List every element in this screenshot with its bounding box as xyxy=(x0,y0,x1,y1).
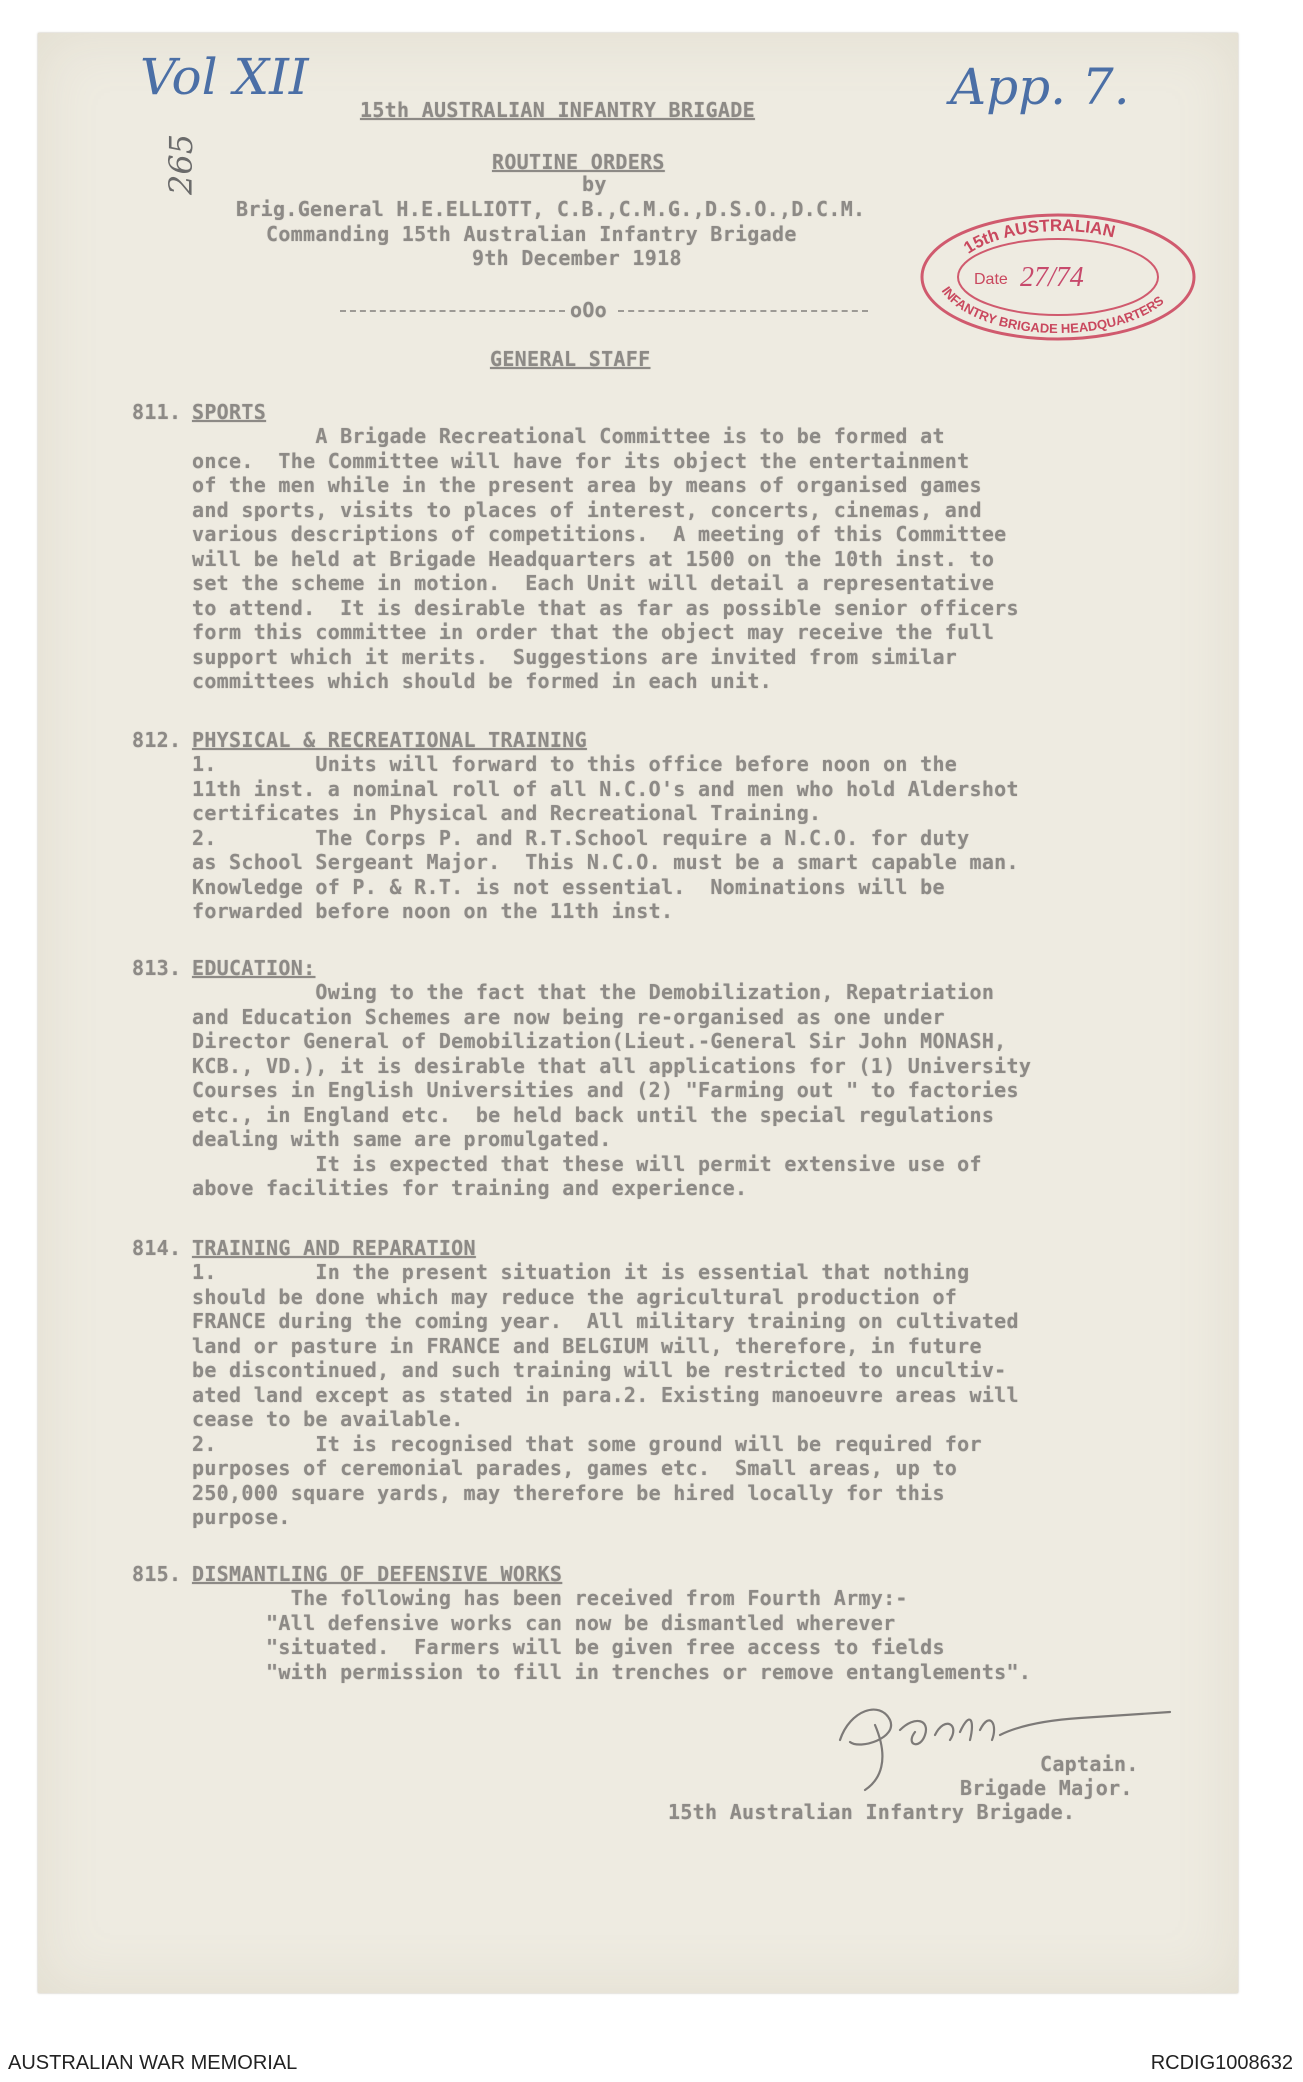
text-line: It is expected that these will permit extensive use of xyxy=(192,1151,982,1176)
appendix-annotation: App. 7. xyxy=(950,58,1130,116)
text-line: should be done which may reduce the agricultural production of xyxy=(192,1284,958,1309)
unit-heading: 15th AUSTRALIAN INFANTRY BRIGADE xyxy=(360,98,755,122)
signature-unit: 15th Australian Infantry Brigade. xyxy=(668,1800,1076,1824)
footer-id: RCDIG1008632 xyxy=(1150,2052,1293,2074)
headquarters-stamp xyxy=(918,212,1198,342)
text-line: as School Sergeant Major. This N.C.O. must be a smart capable man. xyxy=(192,850,1019,874)
stamp-date-label: Date xyxy=(974,271,1008,288)
volume-annotation: Vol XII xyxy=(140,48,309,106)
text-line: 1. Units will forward to this office before noon on the xyxy=(192,752,958,776)
text-line: once. The Committee will have for its object the entertainment xyxy=(192,448,970,473)
order-title-812: PHYSICAL & RECREATIONAL TRAINING xyxy=(192,728,587,752)
order-number-811: 811. xyxy=(132,400,182,424)
text-line: land or pasture in FRANCE and BELGIUM will, therefore, in future xyxy=(192,1333,982,1358)
text-line: "All defensive works can now be dismantled wherever xyxy=(192,1610,896,1635)
divider-right xyxy=(618,310,868,312)
text-line: and sports, visits to places of interest, concerts, cinemas, and xyxy=(192,497,982,522)
by-line: by xyxy=(582,172,607,196)
text-line: Courses in English Universities and (2) "Farming out " to factories xyxy=(192,1078,1019,1102)
order-number-813: 813. xyxy=(132,956,182,980)
text-line: purposes of ceremonial parades, games etc. Small areas, up to xyxy=(192,1456,958,1480)
stamp-bottom-text: INFANTRY BRIGADE HEADQUARTERS xyxy=(938,283,1167,337)
text-line: 1. In the present situation it is essential that nothing xyxy=(192,1260,970,1284)
text-line: set the scheme in motion. Each Unit will detail a representative xyxy=(192,571,995,595)
text-line: forwarded before noon on the 11th inst. xyxy=(192,899,674,923)
order-number-812: 812. xyxy=(132,728,182,752)
order-body-811 xyxy=(192,424,1019,694)
author-line: Brig.General H.E.ELLIOTT, C.B.,C.M.G.,D.S.O.,D.C.M. xyxy=(236,197,866,221)
text-line: support which it merits. Suggestions are invited from similar xyxy=(192,644,958,669)
text-line: Knowledge of P. & R.T. is not essential. Nominations will be xyxy=(192,874,945,899)
text-line: The following has been received from Fourth Army:- xyxy=(192,1586,908,1610)
text-line: Director General of Demobilization(Lieut.-General Sir John MONASH, xyxy=(192,1029,1007,1053)
text-line: above facilities for training and experience. xyxy=(192,1176,748,1200)
text-line: cease to be available. xyxy=(192,1407,464,1431)
text-line: etc., in England etc. be held back until the special regulations xyxy=(192,1102,995,1127)
order-number-814: 814. xyxy=(132,1236,182,1260)
order-number-815: 815. xyxy=(132,1562,182,1586)
stamp-top-text: 15th AUSTRALIAN xyxy=(960,215,1118,258)
text-line: FRANCE during the coming year. All military training on cultivated xyxy=(192,1309,1019,1333)
text-line: form this committee in order that the object may receive the full xyxy=(192,620,995,644)
divider-left xyxy=(340,310,565,312)
order-body-812 xyxy=(192,752,1019,924)
order-title-814: TRAINING AND REPARATION xyxy=(192,1236,476,1260)
text-line: KCB., VD.), it is desirable that all applications for (1) University xyxy=(192,1053,1032,1078)
stamp-date-value: 27/74 xyxy=(1020,262,1084,293)
commanding-line: Commanding 15th Australian Infantry Brigade xyxy=(266,222,797,246)
text-line: various descriptions of competitions. A meeting of this Committee xyxy=(192,522,1007,546)
text-line: 2. It is recognised that some ground will be required for xyxy=(192,1431,982,1456)
text-line: 2. The Corps P. and R.T.School require a N.C.O. for duty xyxy=(192,825,970,850)
order-body-814 xyxy=(192,1260,1019,1530)
text-line: 11th inst. a nominal roll of all N.C.O's and men who hold Aldershot xyxy=(192,776,1019,801)
text-line: purpose. xyxy=(192,1505,291,1529)
text-line: certificates in Physical and Recreational Training. xyxy=(192,801,822,825)
order-title-815: DISMANTLING OF DEFENSIVE WORKS xyxy=(192,1562,563,1586)
text-line: and Education Schemes are now being re-organised as one under xyxy=(192,1004,945,1029)
text-line: to attend. It is desirable that as far as possible senior officers xyxy=(192,595,1019,620)
text-line: "situated. Farmers will be given free access to fields xyxy=(192,1635,945,1659)
text-line: 250,000 square yards, may therefore be hired locally for this xyxy=(192,1480,945,1505)
signature-role: Brigade Major. xyxy=(960,1776,1133,1800)
text-line: A Brigade Recreational Committee is to be formed at xyxy=(192,424,945,448)
footer-source: AUSTRALIAN WAR MEMORIAL xyxy=(8,2052,298,2074)
text-line: be discontinued, and such training will be restricted to uncultiv- xyxy=(192,1358,1007,1382)
text-line: will be held at Brigade Headquarters at 1500 on the 10th inst. to xyxy=(192,546,995,571)
text-line: committees which should be formed in each unit. xyxy=(192,669,773,693)
text-line: dealing with same are promulgated. xyxy=(192,1127,612,1151)
text-line: "with permission to fill in trenches or remove entanglements". xyxy=(192,1659,1032,1684)
order-title-811: SPORTS xyxy=(192,400,267,424)
signature-rank: Captain. xyxy=(1040,1752,1139,1776)
text-line: of the men while in the present area by means of organised games xyxy=(192,473,982,497)
document-type: ROUTINE ORDERS xyxy=(492,150,665,174)
text-line: Owing to the fact that the Demobilization, Repatriation xyxy=(192,980,995,1004)
order-body-815 xyxy=(192,1586,1031,1684)
date-line: 9th December 1918 xyxy=(472,246,682,270)
order-title-813: EDUCATION: xyxy=(192,956,316,980)
page-number-annotation: 265 xyxy=(162,133,200,195)
divider-ornament: oOo xyxy=(570,298,608,322)
order-body-813 xyxy=(192,980,1031,1201)
text-line: ated land except as stated in para.2. Existing manoeuvre areas will xyxy=(192,1382,1019,1407)
section-heading: GENERAL STAFF xyxy=(490,347,651,371)
